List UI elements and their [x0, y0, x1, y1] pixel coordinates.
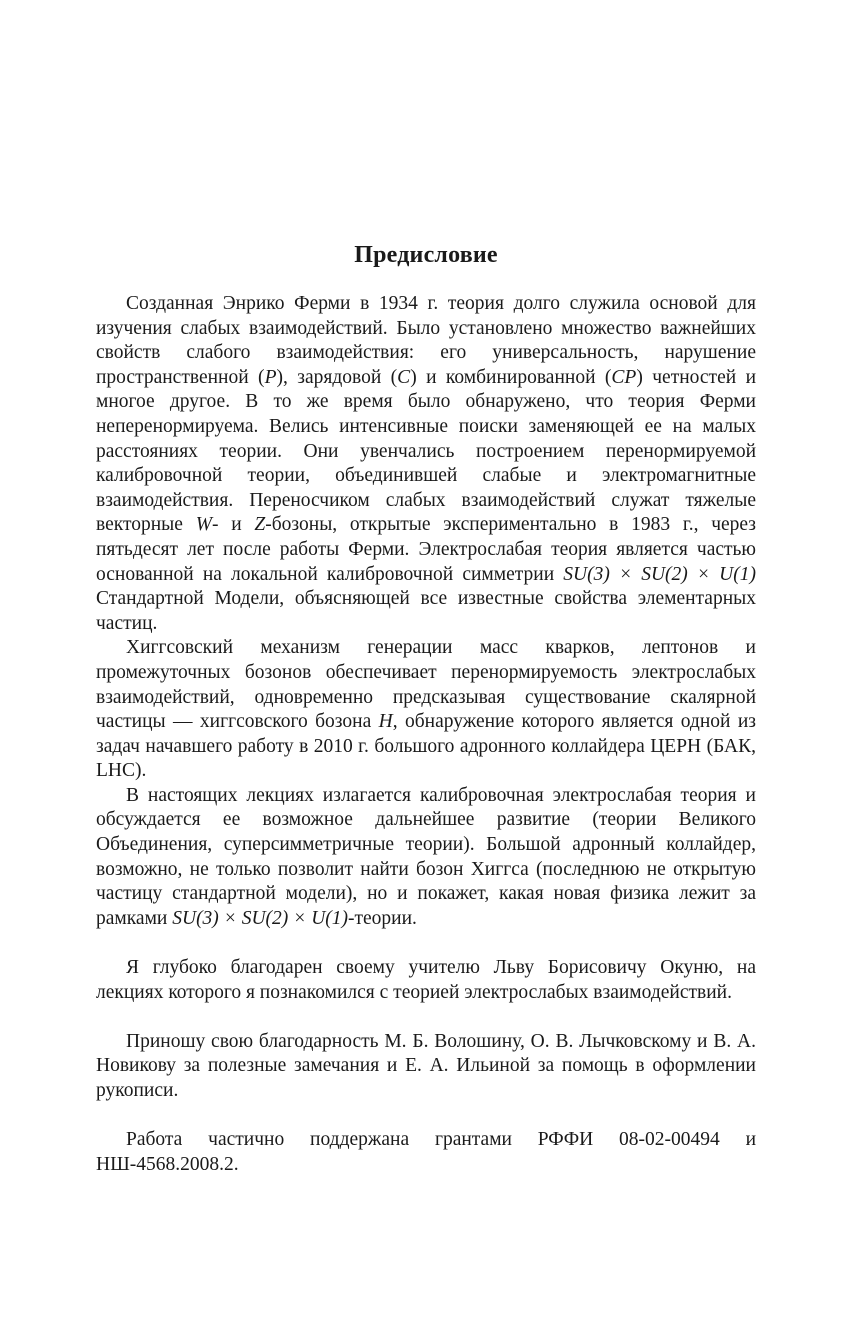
math-symbol: C: [397, 366, 411, 388]
math-symbol: P: [264, 366, 277, 388]
paragraph-text: , обнаружение которого является одной из задач начавшего работу в 2010 г. большого адронного коллайдера ЦЕРН (БАК, LHC).: [96, 711, 756, 782]
paragraph-text: Я глубоко благодарен своему учителю Льву Борисовичу Окуню, на лекциях которого я познакомился с теорией электрослабых взаимодействий.: [96, 957, 756, 1003]
paragraph-text: -бозоны, открытые экспериментально в 1983 г., через пятьдесят лет после работы Ферми. Электрослабая теория является частью основанной на локальной калибровочной симметрии: [96, 514, 757, 585]
paragraph-text: Приношу свою благодарность М. Б. Волошину, О. В. Лычковскому и В. А. Новикову за полезные замечания и Е. А. Ильиной за помощь в оформлении рукописи.: [96, 1030, 756, 1101]
paragraph: [96, 784, 756, 932]
math-symbol: W: [195, 514, 212, 536]
body-text: [96, 292, 756, 1177]
paragraph: [96, 636, 756, 784]
paragraph-text: ) четностей и многое другое. В то же время было обнаружено, что теория Ферми неперенормируема. Велись интенсивные поиски заменяющей ее на малых расстояниях теории. Они увенчались построением перенормируемой калибровочной теории, объединившей слабые и электромагнитные взаимодействия. Переносчиком слабых взаимодействий служат тяжелые векторные: [96, 366, 757, 536]
page-content: [96, 240, 756, 1177]
paragraph: [96, 1030, 756, 1104]
math-symbol: Z: [254, 514, 266, 536]
paragraph-text: ), зарядовой (: [276, 366, 398, 388]
paragraph-text: В настоящих лекциях излагается калибровочная электрослабая теория и обсуждается ее возможное дальнейшее развитие (теории Великого Объединения, суперсимметричные теории). Большой адронный коллайдер, возможно, не только позволит найти бозон Хиггса (последнюю не открытую частицу стандартной модели), но и покажет, какая новая физика лежит за рамками: [96, 784, 756, 929]
paragraph: [96, 1128, 756, 1177]
paragraph-gap: [96, 1104, 756, 1129]
paragraph: [96, 956, 756, 1005]
paragraph-gap: [96, 931, 756, 956]
page-title: Предисловие: [354, 242, 498, 268]
paragraph-text: -теории.: [348, 907, 417, 929]
paragraph-text: Созданная Энрико Ферми в 1934 г. теория долго служила основой для изучения слабых взаимодействий. Было установлено множество важнейших свойств слабого взаимодействия: его универсальность, нарушение пространственной (: [96, 293, 756, 388]
math-symbol: CP: [611, 366, 637, 388]
paragraph-gap: [96, 1005, 756, 1030]
paragraph-text: Стандартной Модели, объясняющей все известные свойства элементарных частиц.: [96, 588, 756, 634]
paragraph-text: ) и комбинированной (: [410, 366, 612, 388]
math-symbol: SU(3) × SU(2) × U(1): [563, 563, 756, 585]
math-symbol: H: [378, 711, 393, 733]
paragraph-text: - и: [211, 514, 255, 536]
math-symbol: SU(3) × SU(2) × U(1): [172, 907, 349, 929]
paragraph-text: Работа частично поддержана грантами РФФИ 08-02-00494 и НШ-4568.2008.2.: [96, 1129, 756, 1175]
paragraph: [96, 292, 756, 636]
paragraph-text: Хиггсовский механизм генерации масс кварков, лептонов и промежуточных бозонов обеспечивает перенормируемость электрослабых взаимодействий, одновременно предсказывая существование скалярной частицы — хиггсовского бозона: [96, 637, 756, 733]
